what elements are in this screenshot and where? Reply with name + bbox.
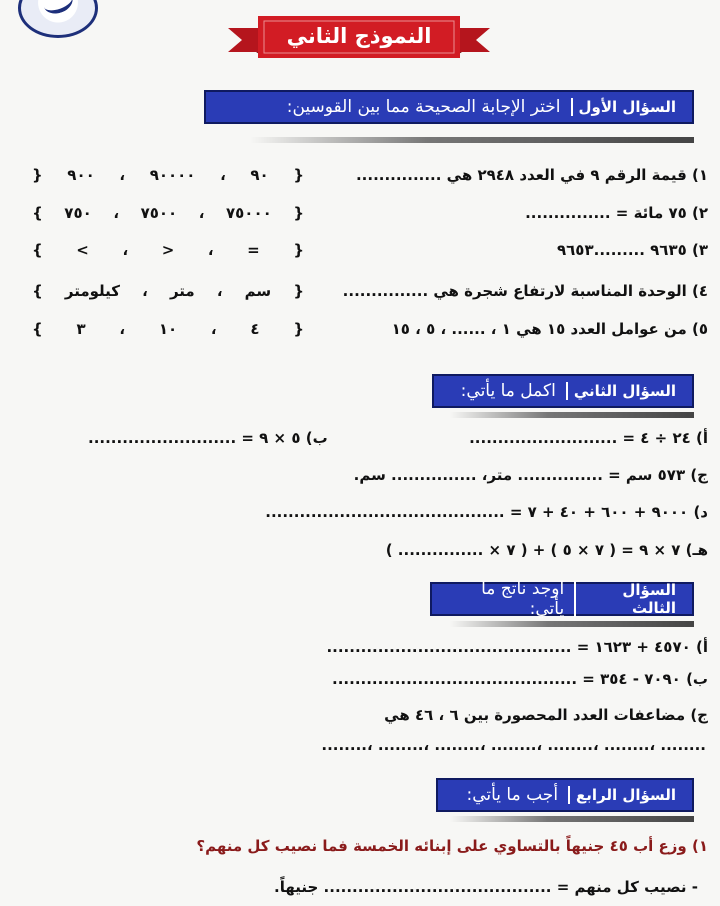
q3-line-c: ج) مضاعفات العدد المحصورة بين ٦ ، ٤٦ هي <box>384 706 708 724</box>
q4-question: ١) وزع أب ٤٥ جنيهاً بالتساوي على إبنائه الخمسة فما نصيب كل منهم؟ <box>196 837 708 855</box>
question-3-title: اوجد ناتج ما يأتي: <box>481 579 565 619</box>
question-1-header <box>204 90 694 124</box>
question-1-title: اختر الإجابة الصحيحة مما بين القوسين: <box>286 97 561 117</box>
question-2-title: اكمل ما يأتي: <box>460 381 556 401</box>
q1-item-5-text: ٥) من عوامل العدد ١٥ هي ١ ، ...... ، ٥ ، ١٥ <box>391 320 708 338</box>
q3-line-a: أ) ٤٥٧٠ + ١٦٢٣ = ........................................... <box>326 638 708 656</box>
q2-line-e: هـ) ٧ × ٩ = ( ٧ × ٥ ) + ( ٧ × ............... ) <box>385 541 708 559</box>
question-3-label: السؤال الثالث <box>574 581 682 617</box>
header-divider <box>450 621 694 627</box>
q1-item-1-text: ١) قيمة الرقم ٩ في العدد ٢٩٤٨ هي ............... <box>355 166 708 184</box>
question-4-header <box>436 778 694 812</box>
question-2-header <box>432 374 694 408</box>
q2-line-a: أ) ٢٤ ÷ ٤ = .......................... <box>469 429 708 447</box>
q1-item-4-text: ٤) الوحدة المناسبة لارتفاع شجرة هي ............... <box>342 282 708 300</box>
school-logo <box>18 0 98 38</box>
page-title: النموذج الثاني <box>286 24 432 48</box>
q1-item-4-options: { سم ، متر ، كيلومتر } <box>32 282 304 300</box>
q1-item-2-text: ٢) ٧٥ مائة = ............... <box>525 204 708 222</box>
q2-line-d: د) ٩٠٠٠ + ٦٠٠ + ٤٠ + ٧ = .......................................... <box>265 503 708 521</box>
q2-line-c: ج) ٥٧٣ سم = ............... متر، ............... سم. <box>353 466 708 484</box>
q3-line-b: ب) ٧٠٩٠ - ٣٥٤ = ........................................... <box>332 670 708 688</box>
question-4-title: أجب ما يأتي: <box>466 785 559 805</box>
q1-item-1-options: { ٩٠ ، ٩٠٠٠٠ ، ٩٠٠ { <box>32 166 304 184</box>
q1-item-3-options: { = ، < ، > } <box>32 241 304 259</box>
question-4-label: السؤال الرابع <box>568 786 682 804</box>
q1-item-3-text: ٣) ٩٦٣٥ .........٩٦٥٣ <box>557 241 708 259</box>
header-divider <box>250 137 694 143</box>
q1-item-2-options: { ٧٥٠٠٠ ، ٧٥٠٠ ، ٧٥٠ } <box>32 204 304 222</box>
logo-emblem-icon <box>40 0 76 17</box>
q3-answer-dots: ........، ........، ........، ........، ........، ........، ........ <box>321 736 706 754</box>
header-divider <box>450 816 694 822</box>
question-1-label: السؤال الأول <box>571 98 682 116</box>
q2-line-b: ب) ٥ × ٩ = .......................... <box>88 429 328 447</box>
header-divider <box>450 412 694 418</box>
question-2-label: السؤال الثاني <box>566 382 682 400</box>
q1-item-5-options: { ٤ ، ١٠ ، ٣ } <box>32 320 304 338</box>
question-3-header <box>430 579 694 619</box>
q4-answer: - نصيب كل منهم = ........................................ جنيهاً. <box>274 878 698 896</box>
